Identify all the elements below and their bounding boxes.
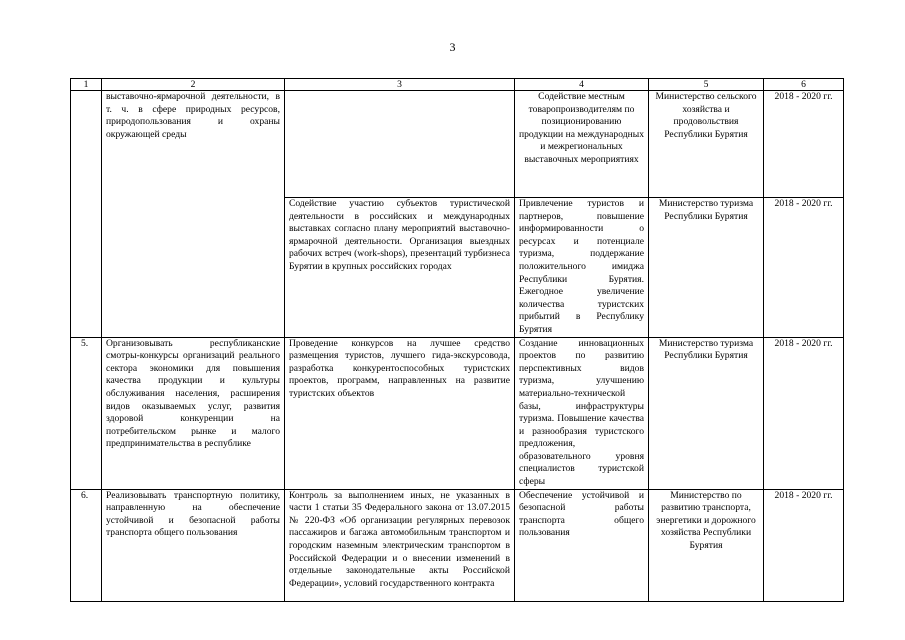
executor-cell: Министерство сельского хозяйства и продовольствия Республики Бурятия — [649, 91, 764, 198]
column-number: 4 — [515, 79, 649, 91]
result-cell: Создание инновационных проектов по развитию перспективных видов туризма, улучшению материально-технической базы, инфраструктуры туризма. Повышение качества и разнообразия туристского предложения, образовательного уровня специалистов туристской сферы — [515, 337, 649, 489]
page-number: 3 — [449, 40, 456, 54]
result-cell: Содействие местным товаропроизводителям по позиционированию продукции на международных и межрегиональных выставочных мероприятиях — [515, 91, 649, 198]
measures-cell: Контроль за выполнением иных, не указанных в части 1 статьи 35 Федерального закона от 13.07.2015 № 220-ФЗ «Об организации регулярных перевозок пассажиров и багажа автомобильным транспортом и городским наземным электрическим транспортом в Российской Федерации и о внесении изменений в отдельные законодательные акты Российской Федерации», условий государственного контракта — [285, 489, 515, 601]
executor-cell: Министерство по развитию транспорта, энергетики и дорожного хозяйства Республики Бурятия — [649, 489, 764, 601]
measures-cell — [285, 91, 515, 198]
executor-cell: Министерство туризма Республики Бурятия — [649, 337, 764, 489]
row-number: 5. — [71, 337, 102, 489]
term-cell: 2018 - 2020 гг. — [764, 198, 844, 338]
measures-cell: Проведение конкурсов на лучшее средство размещения туристов, лучшего гида-экскурсовода, разработка конкурентоспособных туристских проектов, программ, направленных на развитие туристских объектов — [285, 337, 515, 489]
measures-cell: Содействие участию субъектов туристической деятельности в российских и международных выставках согласно плану мероприятий выставочно-ярмарочной деятельности. Организация выездных рабочих встреч (work-shops), презентаций турбизнеса Бурятии в крупных российских городах — [285, 198, 515, 338]
term-cell: 2018 - 2020 гг. — [764, 489, 844, 601]
column-number: 1 — [71, 79, 102, 91]
action-cell: Организовывать республиканские смотры-конкурсы организаций реального сектора экономики для повышения качества продукции и культуры обслуживания населения, расширения видов оказываемых услуг, развития здоровой конкуренции на потребительском рынке и малого предпринимательства в республике — [102, 337, 285, 489]
table-row — [71, 91, 844, 198]
result-cell: Привлечение туристов и партнеров, повышение информированности о ресурсах и потенциале туризма, поддержание положительного имиджа Республики Бурятия. Ежегодное увеличение количества туристских прибытий в Республику Бурятия — [515, 198, 649, 338]
action-cell: выставочно-ярмарочной деятельности, в т. ч. в сфере природных ресурсов, природопользования и охраны окружающей среды — [102, 91, 285, 338]
row-number — [71, 91, 102, 338]
column-number: 2 — [102, 79, 285, 91]
action-cell: Реализовывать транспортную политику, направленную на обеспечение устойчивой и безопасной работы транспорта общего пользования — [102, 489, 285, 601]
column-number-row — [71, 79, 844, 91]
result-cell: Обеспечение устойчивой и безопасной работы транспорта общего пользования — [515, 489, 649, 601]
table-row — [71, 489, 844, 601]
column-number: 5 — [649, 79, 764, 91]
column-number: 6 — [764, 79, 844, 91]
action-plan-table — [70, 78, 844, 602]
term-cell: 2018 - 2020 гг. — [764, 91, 844, 198]
executor-cell: Министерство туризма Республики Бурятия — [649, 198, 764, 338]
column-number: 3 — [285, 79, 515, 91]
table-row — [71, 337, 844, 489]
term-cell: 2018 - 2020 гг. — [764, 337, 844, 489]
row-number: 6. — [71, 489, 102, 601]
